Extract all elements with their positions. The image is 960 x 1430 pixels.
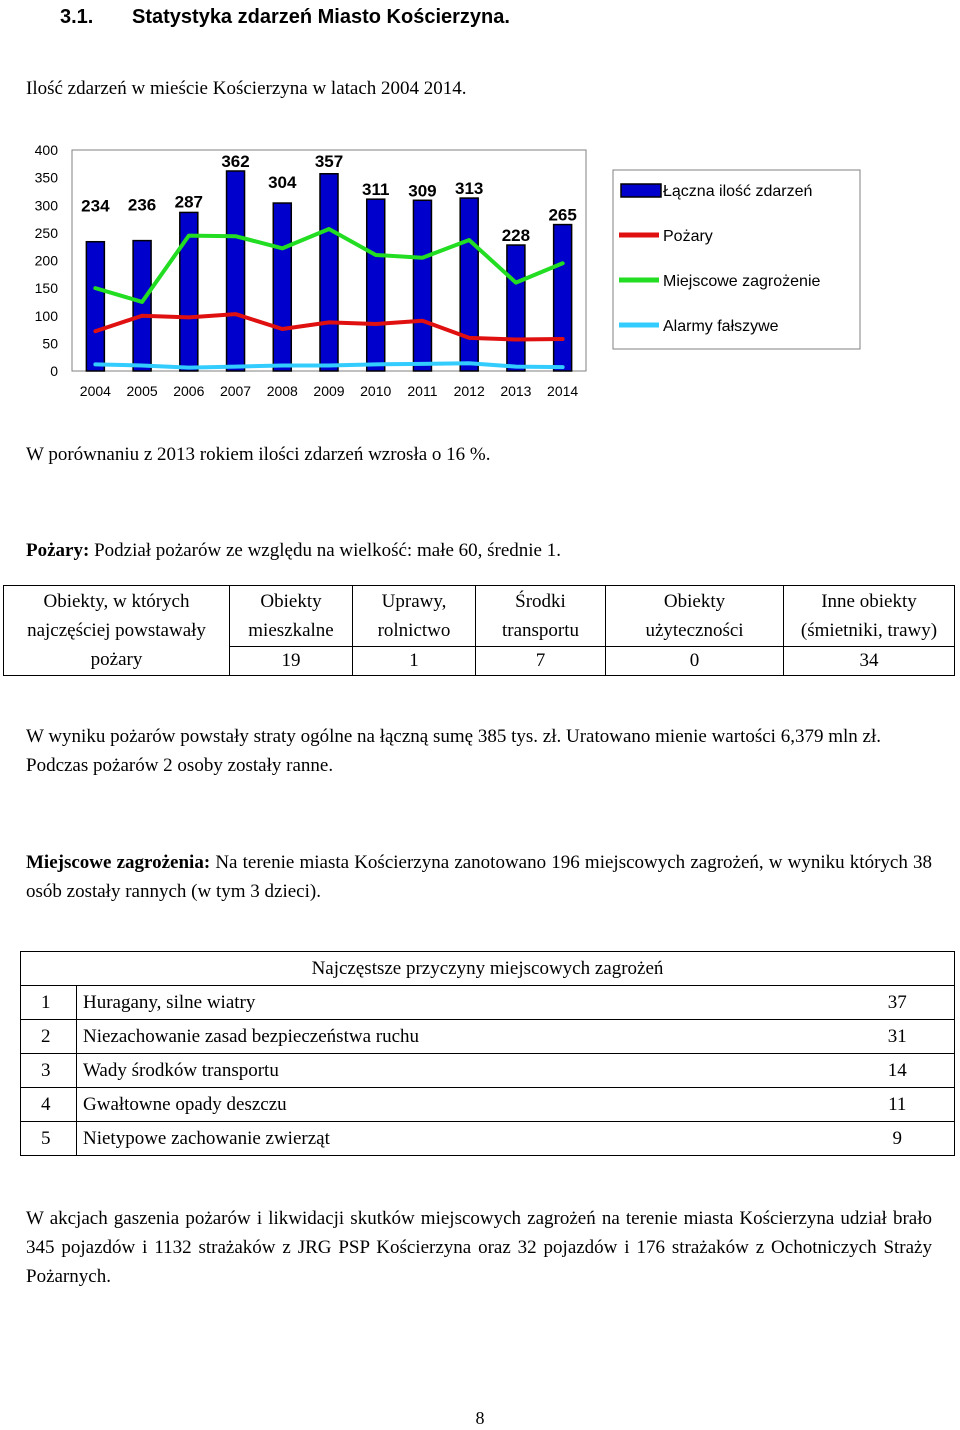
row-value: 11 [865, 1088, 955, 1122]
row-value: 31 [865, 1020, 955, 1054]
col-header-line1: Obiekty [663, 591, 726, 612]
data-label: 234 [81, 196, 110, 216]
table-cell: 1 [353, 647, 476, 676]
bar [507, 245, 525, 371]
row-label: Nietypowe zachowanie zwierząt [77, 1122, 865, 1156]
y-tick-label: 150 [34, 280, 58, 297]
page-number: 8 [475, 1408, 485, 1428]
col-header-line2: (śmietniki, trawy) [800, 620, 938, 641]
x-tick-label: 2008 [266, 383, 298, 399]
x-tick-label: 2011 [407, 383, 438, 399]
row-label: Huragany, silne wiatry [77, 986, 865, 1020]
x-tick-label: 2010 [360, 383, 392, 399]
table-row [21, 1054, 955, 1088]
col-header [230, 586, 353, 647]
y-tick-label: 350 [34, 169, 58, 186]
fires-paragraph [26, 536, 932, 565]
legend-label: Alarmy fałszywe [663, 318, 779, 335]
fire-objects-table [3, 585, 955, 676]
section-title: Statystyka zdarzeń Miasto Kościerzyna. [132, 6, 510, 28]
y-tick-label: 300 [34, 197, 58, 214]
table-cell: 34 [784, 647, 955, 676]
col-header-line1: Obiekty [260, 591, 322, 612]
section-number: 3.1. [60, 6, 94, 28]
bar [554, 225, 572, 371]
bar [320, 174, 338, 371]
col-header [606, 586, 784, 647]
x-tick-label: 2005 [126, 383, 158, 399]
bar [460, 198, 478, 371]
col-header-line2: rolnictwo [377, 620, 451, 641]
row-label: Wady środków transportu [77, 1054, 865, 1088]
col-header-line1: Uprawy, [381, 591, 447, 612]
row-label: Gwałtowne opady deszczu [77, 1088, 865, 1122]
bar [133, 241, 151, 371]
bar [413, 200, 431, 371]
x-tick-label: 2014 [547, 383, 579, 399]
bar [227, 171, 245, 371]
row-value: 9 [865, 1122, 955, 1156]
events-chart [0, 130, 960, 410]
row-index: 4 [21, 1088, 77, 1122]
col-header-line1: Środki [515, 591, 566, 612]
table-row [21, 1122, 955, 1156]
legend-label: Pożary [663, 228, 713, 245]
x-tick-label: 2012 [453, 383, 485, 399]
x-tick-label: 2007 [219, 383, 252, 399]
legend-swatch [621, 184, 661, 197]
losses-paragraph: W wyniku pożarów powstały straty ogólne na łączną sumę 385 tys. zł. Uratowano mienie wartości 6,379 mln zł. Podczas pożarów 2 osoby zostały ranne. [26, 726, 881, 776]
data-label: 236 [127, 195, 157, 215]
data-label: 228 [501, 226, 531, 246]
local-hazards-text: Na terenie miasta Kościerzyna zanotowano 196 miejscowych zagrożeń, w wyniku których 38 osób zostały rannych (w tym 3 dzieci). [26, 852, 932, 902]
legend-label: Miejscowe zagrożenie [663, 273, 821, 290]
data-label: 313 [454, 179, 484, 199]
local-hazards-lead: Miejscowe zagrożenia: [26, 852, 211, 873]
y-tick-label: 0 [50, 363, 58, 379]
closing-paragraph: W akcjach gaszenia pożarów i likwidacji skutków miejscowych zagrożeń na terenie miasta Kościerzyna udział brało 345 pojazdów i 1132 strażaków z JRG PSP Kościerzyna oraz 32 pojazdów i 176 strażaków z Ochotniczych Straży Pożarnych. [26, 1208, 932, 1287]
col-header-line2: transportu [501, 620, 580, 641]
x-tick-label: 2006 [173, 383, 205, 399]
table-row [21, 952, 955, 986]
col-header [353, 586, 476, 647]
comparison-text: W porównaniu z 2013 rokiem ilości zdarzeń wzrosła o 16 %. [26, 444, 491, 465]
row-header-line3: pożary [90, 649, 143, 670]
row-label: Niezachowanie zasad bezpieczeństwa ruchu [77, 1020, 865, 1054]
data-label: 265 [548, 205, 577, 225]
section-heading [60, 6, 510, 29]
y-tick-label: 250 [34, 224, 58, 241]
col-header [784, 586, 955, 647]
data-label: 287 [174, 192, 204, 212]
hazard-causes-table [20, 951, 955, 1156]
row-index: 2 [21, 1020, 77, 1054]
fire-table-row-header [4, 586, 230, 676]
table-row [21, 986, 955, 1020]
col-header-line2: użyteczności [645, 620, 744, 641]
series-line [95, 363, 562, 367]
x-tick-label: 2004 [79, 383, 111, 399]
fire-table-header-row [4, 586, 955, 647]
table-cell: 0 [606, 647, 784, 676]
row-header-line1: Obiekty, w których [43, 591, 190, 612]
fires-text: Podział pożarów ze względu na wielkość: małe 60, średnie 1. [89, 540, 561, 561]
row-index: 5 [21, 1122, 77, 1156]
chart-intro: Ilość zdarzeń w mieście Kościerzyna w latach 2004 2014. [26, 78, 467, 99]
row-index: 1 [21, 986, 77, 1020]
x-tick-label: 2009 [313, 383, 345, 399]
y-tick-label: 100 [34, 307, 58, 324]
table-cell: 7 [476, 647, 606, 676]
table-cell: 19 [230, 647, 353, 676]
x-tick-label: 2013 [500, 383, 532, 399]
data-label: 362 [221, 151, 250, 171]
col-header [476, 586, 606, 647]
table-row [21, 1088, 955, 1122]
fires-lead: Pożary: [26, 540, 90, 561]
table-row [21, 1020, 955, 1054]
data-label: 304 [268, 173, 297, 193]
causes-table-title: Najczęstsze przyczyny miejscowych zagrożeń [21, 952, 955, 986]
data-label: 309 [408, 181, 437, 201]
col-header-line2: mieszkalne [248, 620, 334, 641]
data-label: 311 [362, 180, 390, 200]
bar [273, 203, 291, 371]
legend-label: Łączna ilość zdarzeń [663, 183, 813, 200]
y-tick-label: 50 [42, 335, 58, 352]
row-header-line2: najczęściej powstawały [27, 620, 206, 641]
row-value: 37 [865, 986, 955, 1020]
row-value: 14 [865, 1054, 955, 1088]
data-label: 357 [314, 151, 344, 171]
y-tick-label: 200 [34, 252, 58, 269]
bar [86, 242, 104, 371]
row-index: 3 [21, 1054, 77, 1088]
local-hazards-paragraph [26, 848, 932, 906]
y-tick-label: 400 [34, 142, 58, 158]
col-header-line1: Inne obiekty [821, 591, 917, 612]
bar [367, 199, 385, 371]
